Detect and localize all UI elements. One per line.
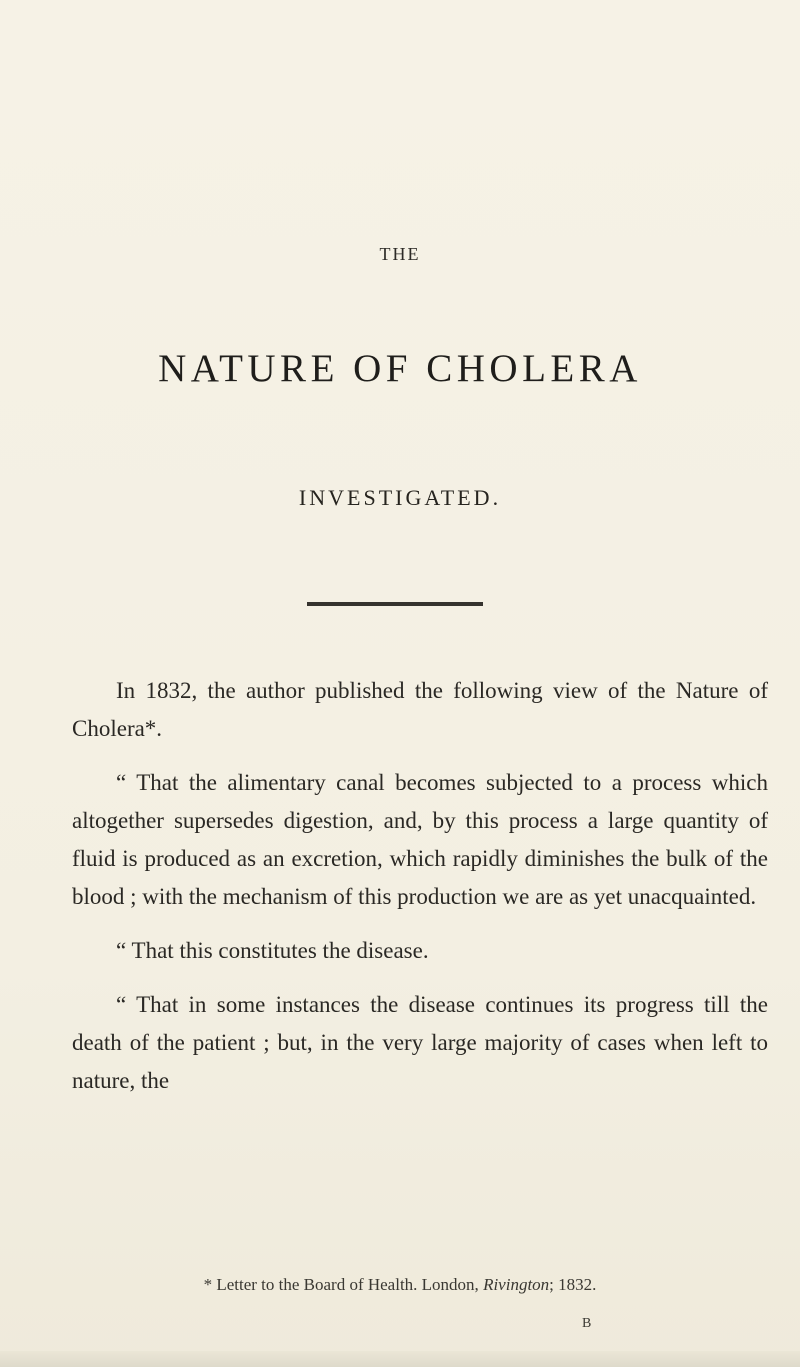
signature-mark: B xyxy=(582,1316,592,1331)
decorative-rule xyxy=(307,602,483,606)
paragraph-quote-3: “ That in some instances the disease continues its progress till the death of the patient ; but, in the very large majority of cases when left to nature, the xyxy=(72,992,768,1093)
paragraph-quote-2: “ That this constitutes the disease. xyxy=(116,938,429,963)
footnote-prefix: * Letter to the Board of Health. London, xyxy=(203,1275,479,1294)
footnote xyxy=(0,1275,800,1295)
body-text xyxy=(72,672,768,1100)
page-subtitle: INVESTIGATED. xyxy=(298,485,502,510)
title-article: THE xyxy=(379,244,421,264)
paragraph-intro: In 1832, the author published the following view of the Nature of Cholera*. xyxy=(72,678,768,741)
footnote-suffix: ; 1832. xyxy=(549,1275,597,1294)
page-edge xyxy=(0,1351,800,1367)
page-title: NATURE OF CHOLERA xyxy=(158,347,642,390)
footnote-publisher: Rivington xyxy=(483,1275,550,1294)
paragraph-quote-1: “ That the alimentary canal becomes subjected to a process which altogether supersedes digestion, and, by this process a large quantity of fluid is produced as an excretion, which rapidly diminishes the bulk of the blood ; with the mechanism of this production we are as yet unacquainted. xyxy=(72,770,768,909)
